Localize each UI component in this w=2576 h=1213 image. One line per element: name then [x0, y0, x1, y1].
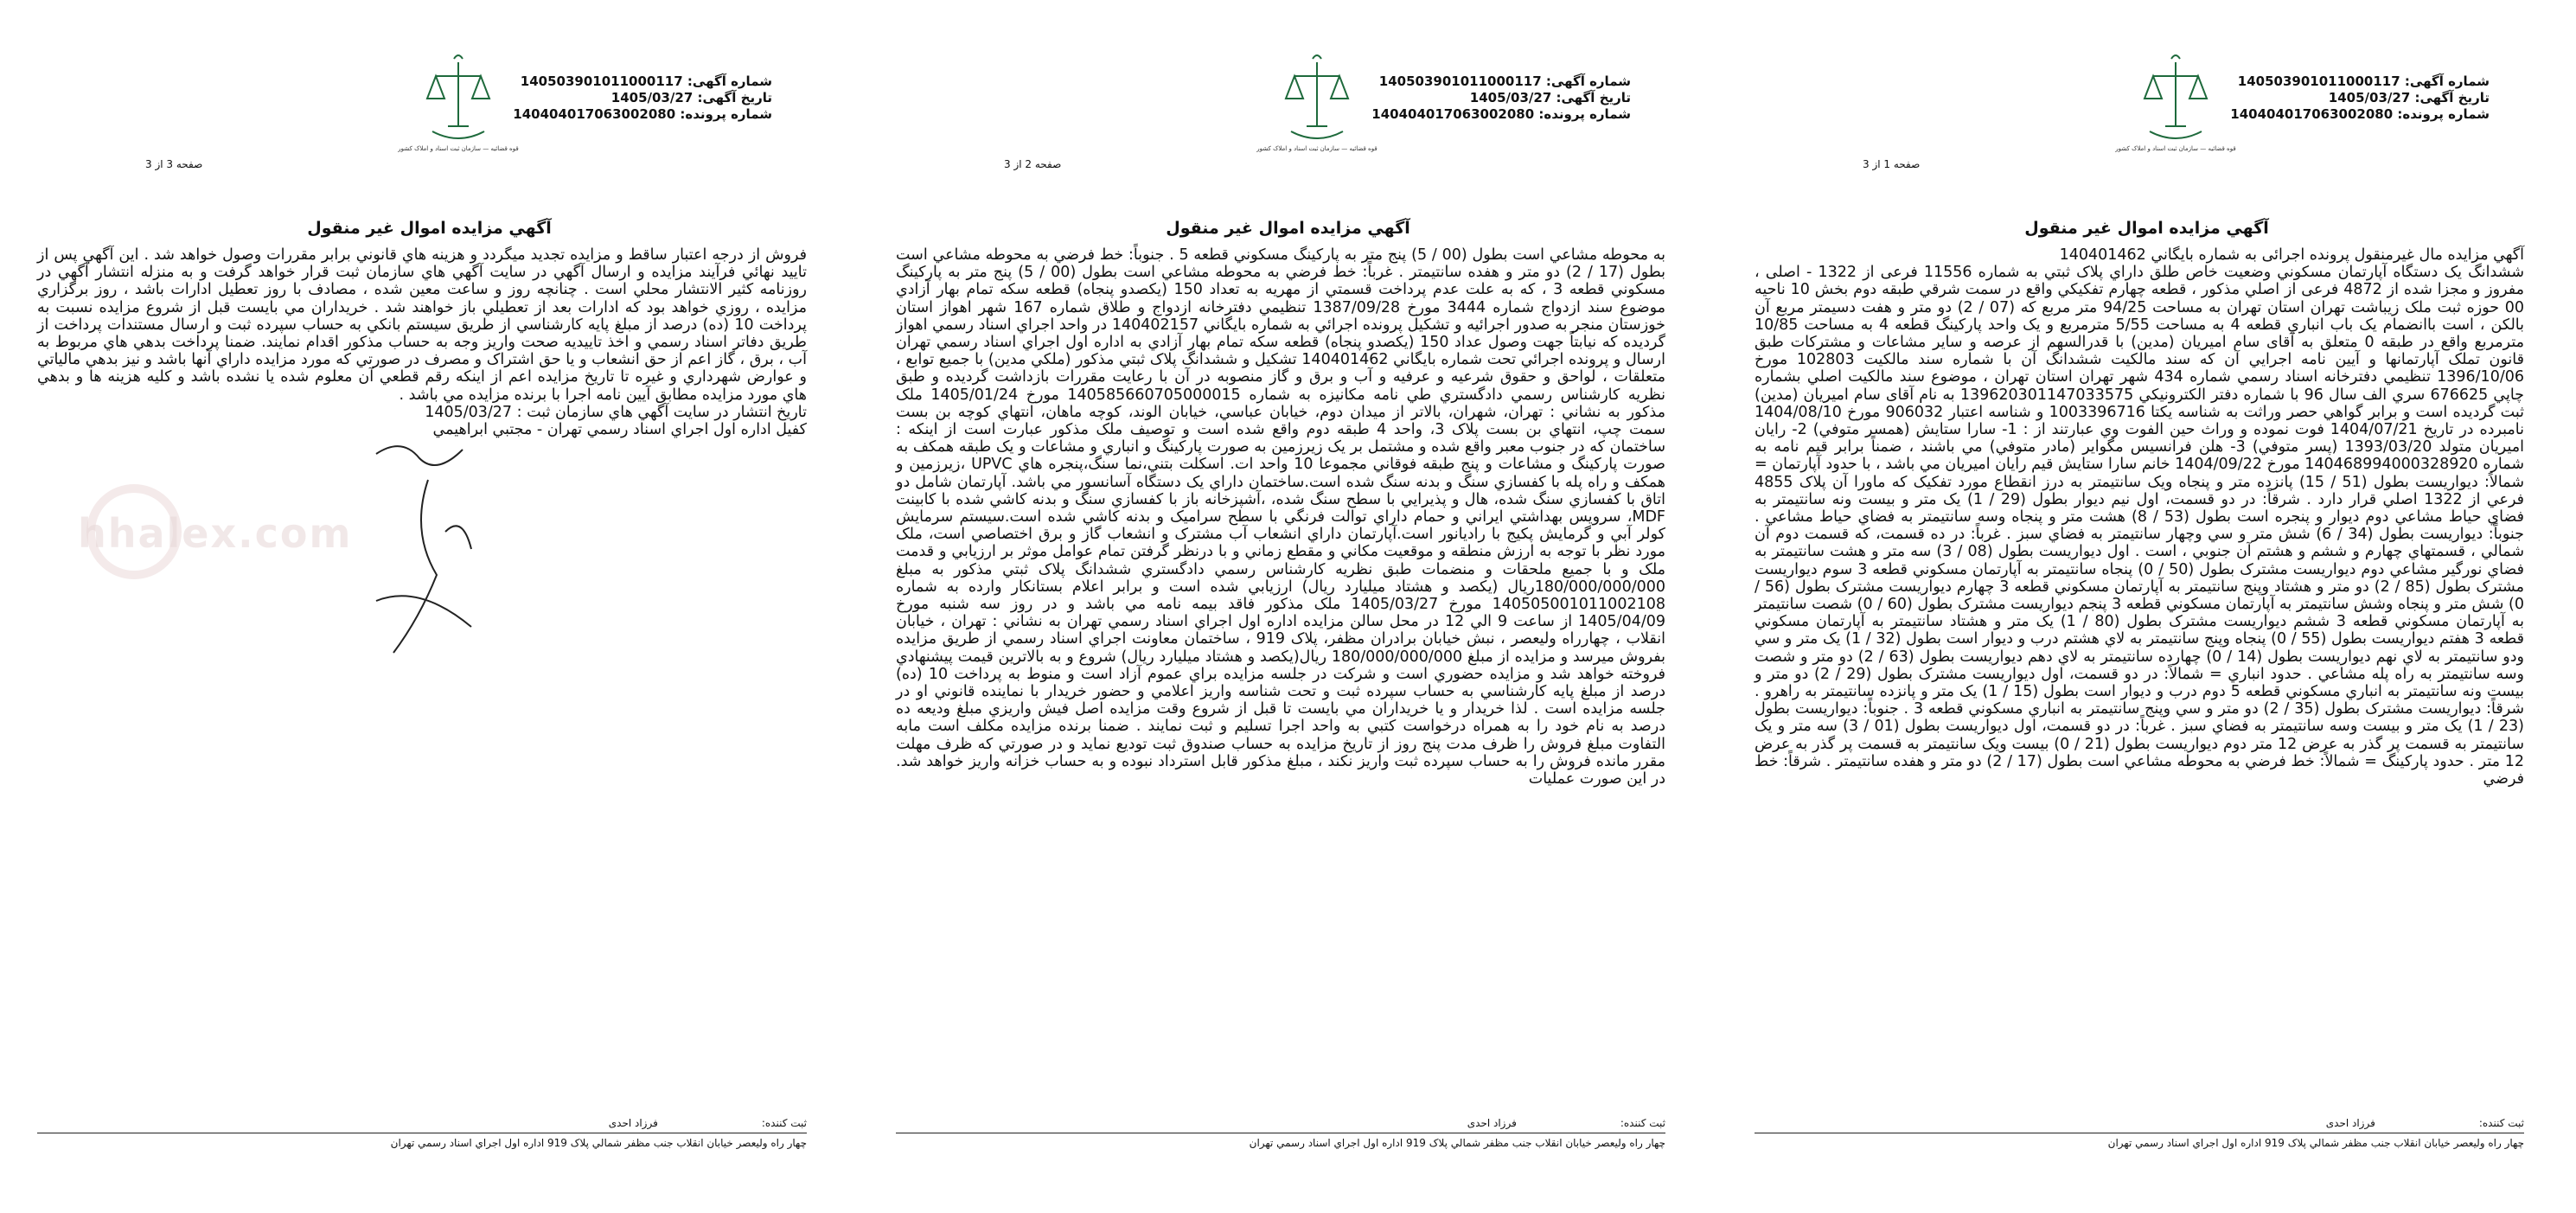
notice-header: شماره آگهی: 140503901011000117 تاریخ آگهی: 1405/03/27 شماره پرونده: 140404017063002080	[513, 73, 772, 122]
notice-title: آگهي مزايده اموال غير منقول	[1166, 219, 1410, 238]
notice-body: به محوطه مشاعي است بطول (00 / 5) پنج متر به پارکينگ مسکوني قطعه 5 . جنوباً: خط فرضي به محوطه مشاعي است بطول (17 / 2) دو متر و هفده سانتيمتر . غرباً: خط فرضي به محوطه مشاعي است بطول (00 / 5) پنج متر به پارکينگ مسکوني قطعه 3 ، که به علت عدم پرداخت قسمتي از مهريه به تعداد 150 (يکصدو پنجاه) قطعه سکه تمام بهار آزادي موضوع سند ازدواج شماره 3444 مورخ 1387/09/28 تنظيمي دفترخانه ازدواج و طلاق شماره 167 شهر اهواز استان خوزستان منجر به صدور اجرائيه و تشکيل پرونده اجرائي به شماره بايگاني 140402157 در واحد اجراي اسناد رسمي اهواز گرديده که نيابتاً جهت وصول عداد 150 (يکصدو پنجاه) قطعه سکه تمام بهار آزادي به اداره اول اجراي اسناد رسمي تهران ارسال و پرونده اجرائي تحت شماره بايگاني 140401462 تشکيل و ششدانگ پلاک ثبتي مذکور (ملکي مدين) با جميع توابع ، متعلقات ، لواحق و حقوق شرعيه و عرفيه و آب و برق و گاز منصوبه در آن با رعايت مقررات بازداشت گرديده و طبق نظريه کارشناس رسمي دادگستري طي نامه مکانيزه به شماره 140585660705000015 مورخ 1405/01/24 ملک مذکور به نشاني : تهران، شهران، بالاتر از ميدان دوم، خيابان عباسي، خيابان الوند، کوچه ماهان، انتهاي کوچه بن بست سمت چپ، انتهاي بن بست پلاک 3، واحد 4 طبقه دوم واقع شده است و توصيف ملک مذکور عبارت است از اينکه : ساختمان که در جنوب معبر واقع شده و مشتمل بر يک زيرزمين به صورت پارکينگ و انباري و مشاعات و يک طبقه همکف به صورت پارکينگ و مشاعات و پنج طبقه فوقاني مجموعا 10 واحد ات. اسکلت بتني،نما سنگ،پنجره هاي UPVC ،زيرزمين و همکف و راه پله با کفسازي سنگ و بدنه سنگ شده است.ساختمان داراي يک دستگاه آسانسور مي باشد. آپارتمان شامل دو اتاق با کفسازي سنگ شده، هال و پذيرايي با سطح سنگ شده، ،آشپزخانه باز با کفسازي سنگ و بدنه کاشي شده با کابينت MDF، سرويس بهداشتي ايراني و حمام داراي توالت فرنگي با سطح سراميک و بدنه کاشي شده است.سيستم سرمايش کولر آبي و گرمايش پکيج با راديانور است.آپارتمان داراي انشعاب آب مشترک و انشعاب گاز و برق اختصاصي است، ملک مورد نظر با توجه به ارزش منطقه و موقعيت مکاني و مقطع زماني و با درنظر گرفتن تمام عوامل موثر بر ارزيابي و قدمت ملک و با جميع ملحقات و منضمات طبق نظريه کارشناس رسمي دادگستري ششدانگ پلاک ثبتي مذکور به مبلغ 180/000/000/000ريال (يکصد و هشتاد ميليارد ريال) ارزيابي شده است و برابر اعلام بستانکار وارده به شماره 140505001011002108 مورخ 1405/03/27 ملک مذکور فاقد بيمه نامه مي باشد و در روز سه شنبه مورخ 1405/04/09 از ساعت 9 الي 12 در محل سالن مزايده اداره اول اجراي اسناد رسمي تهران به نشاني : تهران ، خيابان انقلاب ، چهارراه وليعصر ، نبش خيابان برادران مظفر، پلاک 919 ، ساختمان معاونت اجراي اسناد رسمي از طريق مزايده بفروش ميرسد و مزايده از مبلغ 180/000/000/000 ريال(يکصد و هشتاد ميليارد ريال) شروع و به بالاترين قيمت پيشنهادي فروخته خواهد شد و مزايده حضوري است و شرکت در جلسه مزايده براي عموم آزاد است و منوط به پرداخت 10 (ده) درصد از مبلغ پايه کارشناسي به حساب سپرده ثبت و تحت شناسه واريز اعلامي و حضور خريدار با نماينده قانوني او در جلسه مزايده است . لذا خريدار و يا خريداران مي بايست تا قبل از شروع وقت مزايده اصل فيش واريزي مبلغ وديعه ده درصد به نام خود را به همراه درخواست کتبي به واحد اجرا تسليم و ثبت نمايند . ضمنا برنده مزايده مکلف است مابه التفاوت مبلغ فروش را ظرف مدت پنج روز از تاريخ مزايده به حساب صندوق ثبت توديع نمايد و در صورتي که ظرف مهلت مقرر مانده فروش را به حساب سپرده ثبت واريز نکند ، مبلغ مذکور قابل استرداد نبوده و به حساب خزانه واريز خواهد شد. در اين صورت عمليات	[896, 246, 1666, 788]
notice-page-1	[1717, 0, 2576, 1213]
svg-text:قوه قضائیه — سازمان ثبت اسناد: قوه قضائیه — سازمان ثبت اسناد و املاک کشور	[2115, 145, 2236, 152]
page-number: صفحه 3 از 3	[145, 158, 203, 170]
judiciary-emblem-icon	[1256, 50, 1377, 154]
svg-text:قوه قضائیه — سازمان ثبت اسناد: قوه قضائیه — سازمان ثبت اسناد و املاک کشور	[398, 145, 519, 152]
notice-body: آگهي مزايده مال غيرمنقول پرونده اجرائی به شماره بايگاني 140401462 ششدانگ يک دستگاه آپارتمان مسکوني وضعيت خاص طلق داراي پلاک ثبتي به شماره 11556 فرعی از 1322 - اصلی ، مفروز و مجزا شده از 4872 فرعی از اصلي مذکور ، قطعه چهارم تفکيکي واقع در سمت شرقي طبقه دوم بخش 10 ناحيه 00 حوزه ثبت ملک زيباشت تهران استان تهران به مساحت 94/25 متر مربع که (07 / 2) دو متر و هفت دسيمتر مربع آن بالکن ، است باانضمام يک باب انباري قطعه 4 به مساحت 5/55 مترمربع و يک واحد پارکينگ قطعه 4 به مساحت 10/85 مترمربع واقع در طبقه 0 متعلق به آقای سام اميريان (مدين) با قدرالسهم از عرصه و ساير مشاعات و مشترکات طبق قانون تملک آپارتمانها و آيين نامه اجرايي آن که سند مالکيت ششدانگ آن با شماره سند مالکيت 102803 مورخ 1396/10/06 تنظيمي دفترخانه اسناد رسمي شماره 434 شهر تهران استان تهران ، موضوع سند مالکيت اصلي بشماره چاپي 676625 سري الف سال 96 با شماره دفتر الکترونيکي 139620301147033575 به نام آقای سام اميريان (مدين) ثبت گرديده است و برابر گواهي حصر وراثت به شناسه يکتا 1003396716 و شناسه اعتبار 906032 مورخ 1404/08/10 نامبرده در تاريخ 1404/07/21 فوت نموده و وراث حين الفوت وي عبارتند از : 1- سارا ستايش (همسر متوفي) 2- رايان اميريان متولد 1393/03/20 (پسر متوفي) 3- هلن فرانسيس مگواير (مادر متوفي) مي باشند ، ضمناً برابر قيم نامه به شماره 140468994000328920 مورخ 1404/09/22 خانم سارا ستايش قيم رايان اميريان مي باشد ، با حدود آپارتمان = شمالاً: ديواريست بطول (51 / 15) پانزده متر و پنجاه ويک سانتيمتر به درز انقطاع مورد تفکيک که ماورا آن پلاک 4855 فرعي از 1322 اصلي قرار دارد . شرقاً: در دو قسمت، اول نيم ديوار بطول (29 / 1) يک متر و بيست ونه سانتيمتر به فضاي حياط مشاعي دوم ديوار و پنجره است بطول (53 / 8) هشت متر و پنجاه وسه سانتيمتر به فضاي حياط مشاعي . جنوباً: ديواريست بطول (34 / 6) شش متر و سي وچهار سانتيمتر به فضاي سبز . غرباً: در ده قسمت، که قسمت دوم آن شمالي ، قسمتهاي چهارم و ششم و هشتم آن جنوبي ، است . اول ديواريست بطول (08 / 3) سه متر و هشت سانتيمتر به فضاي نورگير مشاعي دوم ديواريست مشترک بطول (50 / 0) پنجاه سانتيمتر به آپارتمان مسکوني قطعه 3 سوم ديواريست مشترک بطول (85 / 2) دو متر و هشتاد وپنج سانتيمتر به آپارتمان مسکوني قطعه 3 چهارم ديواريست مشترک بطول (56 / 0) شش متر و پنجاه وشش سانتيمتر به آپارتمان مسکوني قطعه 3 پنجم ديواريست مشترک بطول (60 / 0) شصت سانتيمتر به آپارتمان مسکوني قطعه 3 ششم ديواريست مشترک بطول (80 / 1) يک متر و هشتاد سانتيمتر به آپارتمان مسکوني قطعه 3 هفتم ديواريست بطول (55 / 0) پنجاه وپنج سانتيمتر به لاي هشتم درب و ديوار است بطول (32 / 1) يک متر و سي ودو سانتيمتر به لاي نهم ديواريست بطول (14 / 0) چهارده سانتيمتر به لاي دهم ديواريست بطول (63 / 2) دو متر و شصت وسه سانتيمتر به راه پله مشاعي . حدود انباري = شمالاً: در دو قسمت، اول ديواريست مشترک بطول (29 / 2) دو متر و بيست ونه سانتيمتر به انباري مسکوني قطعه 5 دوم درب و ديوار است بطول (15 / 1) يک متر و پانزده سانتيمتر به راهرو . شرقاً: ديواريست مشترک بطول (35 / 2) دو متر و سي وپنج سانتيمتر به انباري مسکوني قطعه 3 . جنوباً: ديواريست بطول (23 / 1) يک متر و بيست وسه سانتيمتر به فضاي سبز . غرباً: در دو قسمت، اول ديواريست بطول (01 / 3) سه متر و يک سانتيمتر به قسمت پر گذر به عرض 12 متر دوم ديواريست بطول (21 / 0) بيست ويک سانتيمتر به قسمت پر گذر به عرض 12 متر . حدود پارکينگ = شمالاً: خط فرضي به محوطه مشاعي است بطول (17 / 2) دو متر و هفده سانتيمتر . شرقاً: خط فرضي	[1755, 246, 2525, 788]
notice-footer: ثبت کننده: فرزاد احدی چهار راه وليعصر خيابان انقلاب جنب مظفر شمالي پلاک 919 اداره اول اجراي اسناد رسمي تهران	[37, 1117, 807, 1149]
notice-footer: ثبت کننده: فرزاد احدی چهار راه وليعصر خيابان انقلاب جنب مظفر شمالي پلاک 919 اداره اول اجراي اسناد رسمي تهران	[896, 1117, 1665, 1149]
handwritten-signature-icon	[342, 428, 497, 687]
notice-footer: ثبت کننده: فرزاد احدی چهار راه وليعصر خيابان انقلاب جنب مظفر شمالي پلاک 919 اداره اول اجراي اسناد رسمي تهران	[1755, 1117, 2524, 1149]
page-number: صفحه 1 از 3	[1863, 158, 1921, 170]
svg-text:قوه قضائیه — سازمان ثبت اسناد: قوه قضائیه — سازمان ثبت اسناد و املاک کشور	[1256, 145, 1377, 152]
page-number: صفحه 2 از 3	[1004, 158, 1062, 170]
judiciary-emblem-icon	[2115, 50, 2236, 154]
judiciary-emblem-icon	[398, 50, 519, 154]
notice-page-2	[859, 0, 1717, 1213]
notice-page-3	[0, 0, 859, 1213]
notice-body: فروش از درجه اعتبار ساقط و مزايده تجديد ميگردد و هزينه هاي قانوني برابر مقررات وصول خواهد شد . اين آگهي پس از تاييد نهائي فرآيند مزايده و ارسال آگهي در سايت آگهي هاي سازمان ثبت قرار خواهد گرفت و به منزله انتشار آگهي در روزنامه کثير الانتشار محلي است . چنانچه روز و ساعت معين شده ، مصادف با روز تعطيل ادارات باشد ، روز برگزاري مزايده ، روزي خواهد بود که ادارات بعد از تعطيلي باز خواهند شد . خريداران مي بايست قبل از شروع مزايده نسبت به پرداخت 10 (ده) درصد از مبلغ پايه کارشناسي از طريق سيستم بانکي به حساب سپرده ثبت و ارسال مستندات پرداخت از طريق دفاتر اسناد رسمي و اخذ تاييديه صحت واريز وجه به حساب مذکور اقدام نمايند. ضمنا پرداخت بدهي هاي مربوط به آب ، برق ، گاز اعم از حق انشعاب و يا حق اشتراک و مصرف در صورتي که مورد مزايده داراي آنها باشد و نيز بدهي مالياتي و عوارض شهرداري و غيره تا تاريخ مزايده اعم از اينکه رقم قطعي آن معلوم شده يا نشده باشد و کليه هزينه ها و بدهي هاي مورد مزايده مطابق آيين نامه اجرا با برنده مزايده مي باشد . تاريخ انتشار در سايت آگهي هاي سازمان ثبت : 1405/03/27 کفيل اداره اول اجراي اسناد رسمي تهران - مجتبي ابراهيمي	[37, 246, 807, 439]
watermark: hhalex.com	[78, 510, 353, 557]
notice-title: آگهي مزايده اموال غير منقول	[2024, 219, 2269, 238]
notice-title: آگهي مزايده اموال غير منقول	[307, 219, 552, 238]
notice-header: شماره آگهی: 140503901011000117 تاریخ آگهی: 1405/03/27 شماره پرونده: 140404017063002080	[1371, 73, 1631, 122]
notice-header: شماره آگهی: 140503901011000117 تاریخ آگهی: 1405/03/27 شماره پرونده: 140404017063002080	[2230, 73, 2490, 122]
